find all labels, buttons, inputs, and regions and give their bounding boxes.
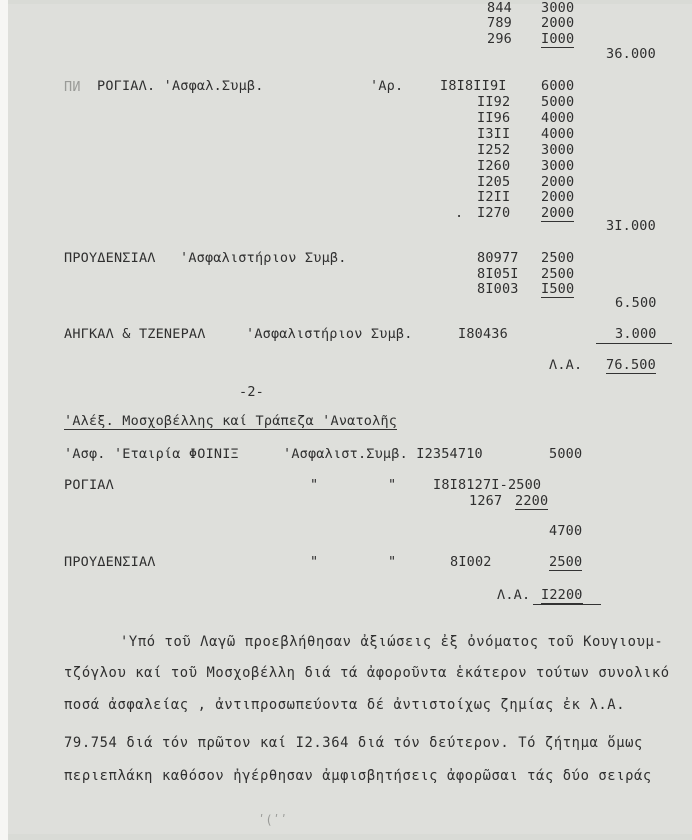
policy-number: II92 bbox=[477, 94, 511, 110]
policy-amount: 2000 bbox=[541, 174, 575, 190]
policy-amount: 2000 bbox=[541, 189, 575, 205]
total-amount: 76.500 bbox=[606, 357, 656, 373]
policy-type: 'Ασφαλιστήριον Συμβ. bbox=[180, 250, 347, 266]
dot-mark: . bbox=[455, 205, 464, 221]
policy-amount: 4000 bbox=[541, 126, 575, 142]
company-name: ΠΡΟΥΔΕΝΣΙΑΛ bbox=[64, 250, 156, 266]
policy-amount: 3000 bbox=[541, 158, 575, 174]
policy-number: 296 bbox=[487, 31, 512, 47]
subtotal: 3I.000 bbox=[606, 218, 656, 234]
cut-number: 844 bbox=[487, 0, 512, 16]
ditto-mark: " bbox=[310, 554, 319, 570]
ditto-mark: " bbox=[388, 554, 397, 570]
policy-amount: 2000 bbox=[541, 205, 575, 221]
policy-number: I205 bbox=[477, 174, 511, 190]
policy-number: 80977 bbox=[477, 250, 519, 266]
policy-amount: 2500 bbox=[549, 554, 583, 570]
company-name: ΑΗΓΚΑΛ & ΤΖΕΝΕΡΑΛ bbox=[64, 326, 206, 342]
total-rule bbox=[596, 343, 672, 344]
company-name: ΡΟΓΙΑΛ bbox=[64, 477, 114, 493]
policy-amount: I000 bbox=[541, 31, 575, 47]
total-rule bbox=[533, 604, 601, 605]
subtotal: 36.000 bbox=[606, 46, 656, 62]
paragraph-line: ποσά ἀσφαλείας , ἀντιπροσωπεύοντα δέ ἀντιστοίχως ζημίας ἐκ λ.Α. bbox=[64, 697, 626, 713]
policy-type: 'Ασφαλιστ.Συμβ. I2354710 bbox=[283, 446, 483, 462]
policy-amount: 2500 bbox=[541, 266, 575, 282]
subtotal: 4700 bbox=[549, 523, 583, 539]
paragraph-line: 79.754 διά τόν πρῶτον καί I2.364 διά τόν δεύτερον. Τό ζήτημα ὅμως bbox=[64, 735, 643, 751]
scan-edge bbox=[0, 0, 8, 840]
number-label: 'Αρ. bbox=[370, 78, 404, 94]
company-name: 'Ασφ. 'Εταιρία ΦΟΙΝΙΞ bbox=[64, 446, 239, 462]
policy-amount: 4000 bbox=[541, 110, 575, 126]
policy-number: 1267 bbox=[469, 493, 503, 509]
company-name: ΠΡΟΥΔΕΝΣΙΑΛ bbox=[64, 554, 156, 570]
policy-number: I260 bbox=[477, 158, 511, 174]
policy-number: I3II bbox=[477, 126, 511, 142]
policy-number: I252 bbox=[477, 142, 511, 158]
paragraph-line: 'Υπό τοῦ Λαγῶ προεβλήθησαν ἀξιώσεις ἐξ ὀνόματος τοῦ Κουγιουμ- bbox=[120, 634, 664, 650]
paragraph-line: τζόγλου καί τοῦ Μοσχοβέλλη διά τά ἀφοροῦντα ἑκάτερον τούτων συνολικό bbox=[64, 665, 670, 681]
policy-number: I8I8II9I bbox=[440, 78, 507, 94]
ditto-mark: " bbox=[310, 477, 319, 493]
total-label: Λ.Α. bbox=[497, 587, 531, 603]
scan-mark: ʹ(ʹʹ bbox=[258, 813, 288, 827]
policy-number: 789 bbox=[487, 15, 512, 31]
company-name: ΡΟΓΙΑΛ. 'Ασφαλ.Συμβ. bbox=[97, 78, 264, 94]
stamp-mark: ПИ bbox=[64, 79, 81, 95]
total-label: Λ.Α. bbox=[549, 357, 583, 373]
policy-amount: 2000 bbox=[541, 15, 575, 31]
policy-entry: I8I8127I-2500 bbox=[433, 477, 542, 493]
section-number: -2- bbox=[239, 384, 264, 400]
policy-type: 'Ασφαλιστήριον Συμβ. bbox=[246, 326, 413, 342]
policy-number: 8I002 bbox=[450, 554, 492, 570]
policy-number: 8I003 bbox=[477, 281, 519, 297]
subtotal: 3.000 bbox=[615, 326, 657, 342]
policy-amount: 2500 bbox=[541, 250, 575, 266]
policy-amount: 5000 bbox=[549, 446, 583, 462]
policy-amount: 2200 bbox=[515, 493, 549, 509]
subtotal: 6.500 bbox=[615, 295, 657, 311]
policy-amount: 5000 bbox=[541, 94, 575, 110]
policy-amount: I500 bbox=[541, 281, 575, 297]
ditto-mark: " bbox=[388, 477, 397, 493]
policy-amount: 3000 bbox=[541, 142, 575, 158]
cut-amount: 3000 bbox=[541, 0, 575, 16]
policy-number: I80436 bbox=[458, 326, 508, 342]
policy-number: 8I05I bbox=[477, 266, 519, 282]
policy-number: I270 bbox=[477, 205, 511, 221]
section-heading: 'Αλέξ. Μοσχοβέλλης καί Τράπεζα 'Ανατολῆς bbox=[64, 413, 398, 429]
total-amount: I2200 bbox=[541, 587, 583, 603]
policy-number: II96 bbox=[477, 110, 511, 126]
policy-amount: 6000 bbox=[541, 78, 575, 94]
policy-number: I2II bbox=[477, 189, 511, 205]
paragraph-line: περιεπλάκη καθόσον ἠγέρθησαν ἀμφισβητήσεις ἀφορῶσαι τάς δύο σειράς bbox=[64, 768, 652, 784]
